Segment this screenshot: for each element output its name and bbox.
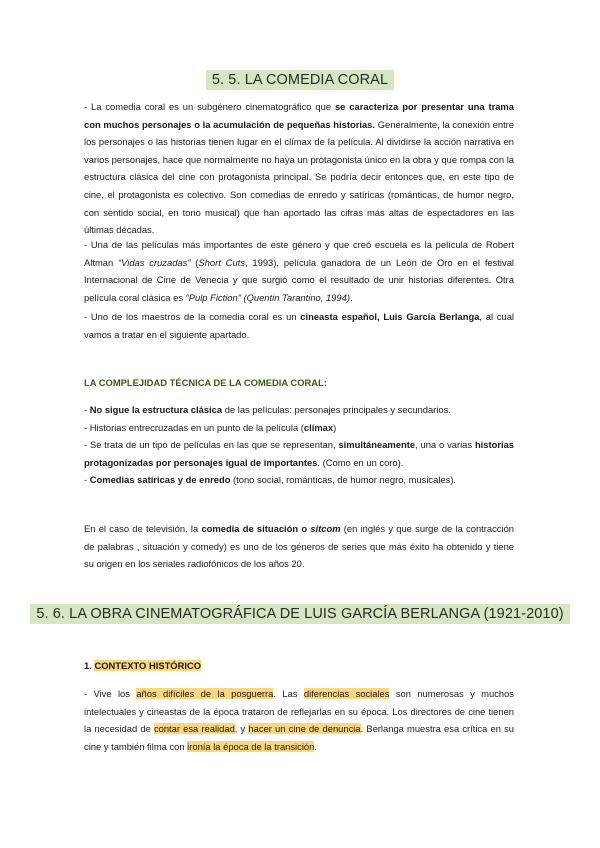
bold-run: cineasta español, Luis García Berlanga xyxy=(300,311,480,322)
text-run: (en inglés y que surge de la contracción de palabras , situación y comedy) es uno de los géneros de series que más éxito ha obtenido y tiene su origen en los seriales radiofónicos de los años 20. xyxy=(84,523,514,570)
bold-run: Comedias satíricas y de enredo xyxy=(89,474,231,486)
section-heading-comedia-coral: 5. 5. LA COMEDIA CORAL xyxy=(206,70,394,90)
text-run: , una o varias xyxy=(415,439,475,451)
text-run: - Una de las películas más importantes de este género y que creó escuela es la película de Robert Altman xyxy=(84,239,514,268)
list-item xyxy=(84,401,514,419)
highlight-run: contar esa realidad xyxy=(153,723,235,735)
bold-run: No sigue la estructura clásica xyxy=(89,404,223,415)
text-run: Generalmente, la conexión entre los personajes o las historias tienen lugar en el clímax de la película. Al dividirse la acción narrativa en varios personajes, hace que normalmente no haya un protagonista único en la obra y que rompa con la estructura clásica del cine con protagonista principal. Se podría decir entonces que, en este tipo de cine, el protagonista es colectivo. Son comedias de enredo y satíricas (románticas, de humor negro, con sentido social, en tono musical) que han aportado las cifras más altas de espectadores en las últimas décadas. xyxy=(84,118,515,236)
highlight-run: diferencias sociales xyxy=(303,688,390,699)
italic-run: “Vidas cruzadas” xyxy=(118,256,191,268)
text-run: . xyxy=(314,740,317,752)
list-complejidad xyxy=(84,401,514,489)
subsection-label: CONTEXTO HISTÓRICO xyxy=(94,660,202,671)
paragraph-altman xyxy=(84,236,514,306)
section-heading-wrap xyxy=(0,70,600,90)
text-run: - Uno de los maestros de la comedia coral es un xyxy=(84,311,301,322)
text-run: En el caso de televisión, la xyxy=(84,523,202,534)
bold-run: comedia de situación o xyxy=(201,523,311,534)
text-run: . xyxy=(349,291,353,303)
text-run: - xyxy=(84,474,90,486)
text-run: , 1993), película ganadora de un León de Oro en el festival Internacional de Cine de Venecia y que surgió como el resultado de unir historias diferentes. Otra película coral clásica es xyxy=(84,256,514,303)
text-run: . Las xyxy=(273,688,304,699)
bold-run: simultáneamente xyxy=(338,439,416,451)
text-run: , y xyxy=(234,723,249,735)
paragraph-sitcom xyxy=(84,520,514,573)
text-run: de las películas: personajes principales y secundarios. xyxy=(222,404,451,415)
list-item xyxy=(84,436,514,471)
text-run: ( xyxy=(190,256,199,268)
text-run: son numerosas y muchos intelectuales y cineastas de la época trataron de reflejarlas en su época. Los directores de cine tienen la necesidad de xyxy=(84,688,514,735)
bold-italic-run: sitcom xyxy=(310,523,341,534)
subsection-number: 1. xyxy=(84,660,95,671)
text-run: ) xyxy=(333,421,337,433)
list-item xyxy=(84,471,514,489)
highlight-run: hacer un cine de denuncia xyxy=(248,723,361,735)
highlight-run: ironía la época de la transición xyxy=(187,740,315,752)
highlight-run: años difíciles de la posguerra xyxy=(136,688,274,699)
paragraph-definition xyxy=(84,98,514,239)
paragraph-contexto xyxy=(84,685,514,755)
italic-run: “Pulp Fiction” (Quentin Tarantino, 1994) xyxy=(185,291,350,303)
subheading-complejidad: LA COMPLEJIDAD TÉCNICA DE LA COMEDIA CORAL: xyxy=(84,377,327,388)
bold-run: clímax xyxy=(303,421,334,433)
subsection-contexto-historico xyxy=(84,660,201,671)
text-run: . Berlanga muestra esa crítica en su cine y también filma con xyxy=(84,723,514,752)
text-run: . (Como en un coro). xyxy=(317,456,404,468)
bold-run: se caracteriza por presentar una trama con muchos personajes o la acumulación de pequeñas historias. xyxy=(84,101,514,130)
bold-run: historias protagonizadas por personajes igual de importantes xyxy=(84,439,515,468)
section-heading-wrap xyxy=(0,604,600,624)
text-run: - Vive los xyxy=(84,688,137,699)
section-heading-berlanga: 5. 6. LA OBRA CINEMATOGRÁFICA DE LUIS GARCÍA BERLANGA (1921-2010) xyxy=(30,604,569,624)
text-run: , al cual vamos a tratar en el siguiente apartado. xyxy=(84,311,514,340)
text-run: - xyxy=(84,404,90,415)
italic-run: Short Cuts xyxy=(198,256,245,268)
paragraph-berlanga-intro xyxy=(84,308,514,343)
text-run: - Se trata de un tipo de películas en las que se representan, xyxy=(84,439,339,451)
list-item xyxy=(84,419,514,437)
text-run: - Historias entrecruzadas en un punto de la película ( xyxy=(84,421,304,433)
text-run: (tono social, románticas, de humor negro, musicales). xyxy=(230,474,457,486)
text-run: - La comedia coral es un subgénero cinematográfico que xyxy=(84,101,335,112)
